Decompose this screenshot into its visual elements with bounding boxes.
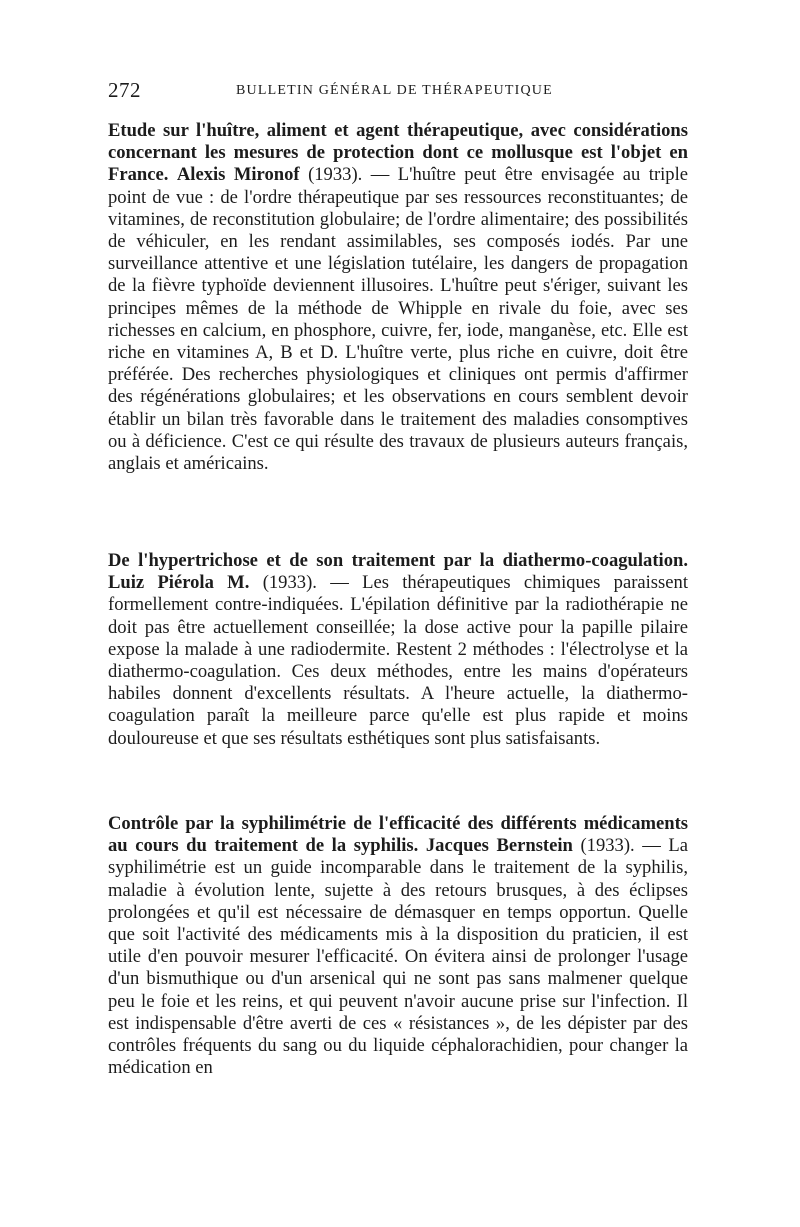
article-title: De l'hypertrichose et de son traitement par la diathermo-coagulation.	[108, 550, 688, 571]
article-title: Etude sur l'huître, aliment et agent thérapeutique, avec considérations concernant les mesures de protection dont ce mollusque est l'objet en France.	[108, 120, 688, 186]
article-hypertrichosis	[108, 550, 688, 750]
article-year: (1933).	[580, 835, 635, 857]
article-body: — Les thérapeutiques chimiques paraissent formellement contre-indiquées. L'épilation définitive par la radiothérapie ne doit pas être actuellement conseillée; la dose active pour la papille pilaire expose la malade à une radiodermite. Restent 2 méthodes : l'électrolyse et la diathermo-coagulation. Ces deux méthodes, entre les mains d'opérateurs habiles donnent d'excellents résultats. A l'heure actuelle, la diathermo-coagulation paraît la meilleure parce qu'elle est plus rapide et moins douloureuse et que ses résultats esthétiques sont plus satisfaisants.	[108, 572, 688, 749]
article-title: Contrôle par la syphilimétrie de l'efficacité des différents médicaments au cours du traitement de la syphilis.	[108, 813, 688, 857]
article-author: Luiz Piérola M.	[108, 572, 250, 594]
article-body: — La syphilimétrie est un guide incomparable dans le traitement de la syphilis, maladie à évolution lente, sujette à des retours brusques, à des éclipses prolongées et qu'il est nécessaire de démasquer en temps opportun. Quelle que soit l'activité des médicaments mis à la disposition du praticien, il est utile d'en pouvoir mesurer l'efficacité. On évitera ainsi de prolonger l'usage d'un bismuthique ou d'un arsenical qui ne sont pas sans malmener quelque peu le foie et les reins, et qui peuvent n'avoir aucune prise sur l'infection. Il est indispensable d'être averti de ces « résistances », de les dépister par des contrôles fréquents du sang ou du liquide céphalorachidien, pour changer la médication en	[108, 835, 689, 1079]
article-author: Alexis Mironof	[176, 164, 300, 186]
page-header	[108, 78, 692, 100]
article-syphilimetry	[108, 813, 688, 1079]
page-number: 272	[108, 78, 141, 102]
article-oyster	[108, 120, 688, 475]
article-author: Jacques Bernstein	[425, 835, 573, 857]
running-head: BULLETIN GÉNÉRAL DE THÉRAPEUTIQUE	[236, 83, 553, 98]
article-body: — L'huître peut être envisagée au triple point de vue : de l'ordre thérapeutique par ses ressources reconstituantes; de vitamines, de reconstitution globulaire; de l'ordre alimentaire; des possibilités de véhiculer, en les rendant assimilables, ses composés iodés. Par une surveillance attentive et une législation tutélaire, les dangers de propagation de la fièvre typhoïde deviennent illusoires. L'huître peut s'ériger, suivant les principes mêmes de la méthode de Whipple en rivale du foie, avec ses richesses en calcium, en phosphore, cuivre, fer, iode, manganèse, etc. Elle est riche en vitamines A, B et D. L'huître verte, plus riche en cuivre, doit être préférée. Des recherches physiologiques et cliniques ont permis d'affirmer des régénérations globulaires; et les observations en cours semblent devoir établir un bilan très favorable dans le traitement des maladies consomptives ou à déficience. C'est ce qui résulte des travaux de plusieurs auteurs français, anglais et américains.	[108, 164, 689, 475]
article-year: (1933).	[308, 164, 363, 186]
article-year: (1933).	[262, 572, 317, 594]
